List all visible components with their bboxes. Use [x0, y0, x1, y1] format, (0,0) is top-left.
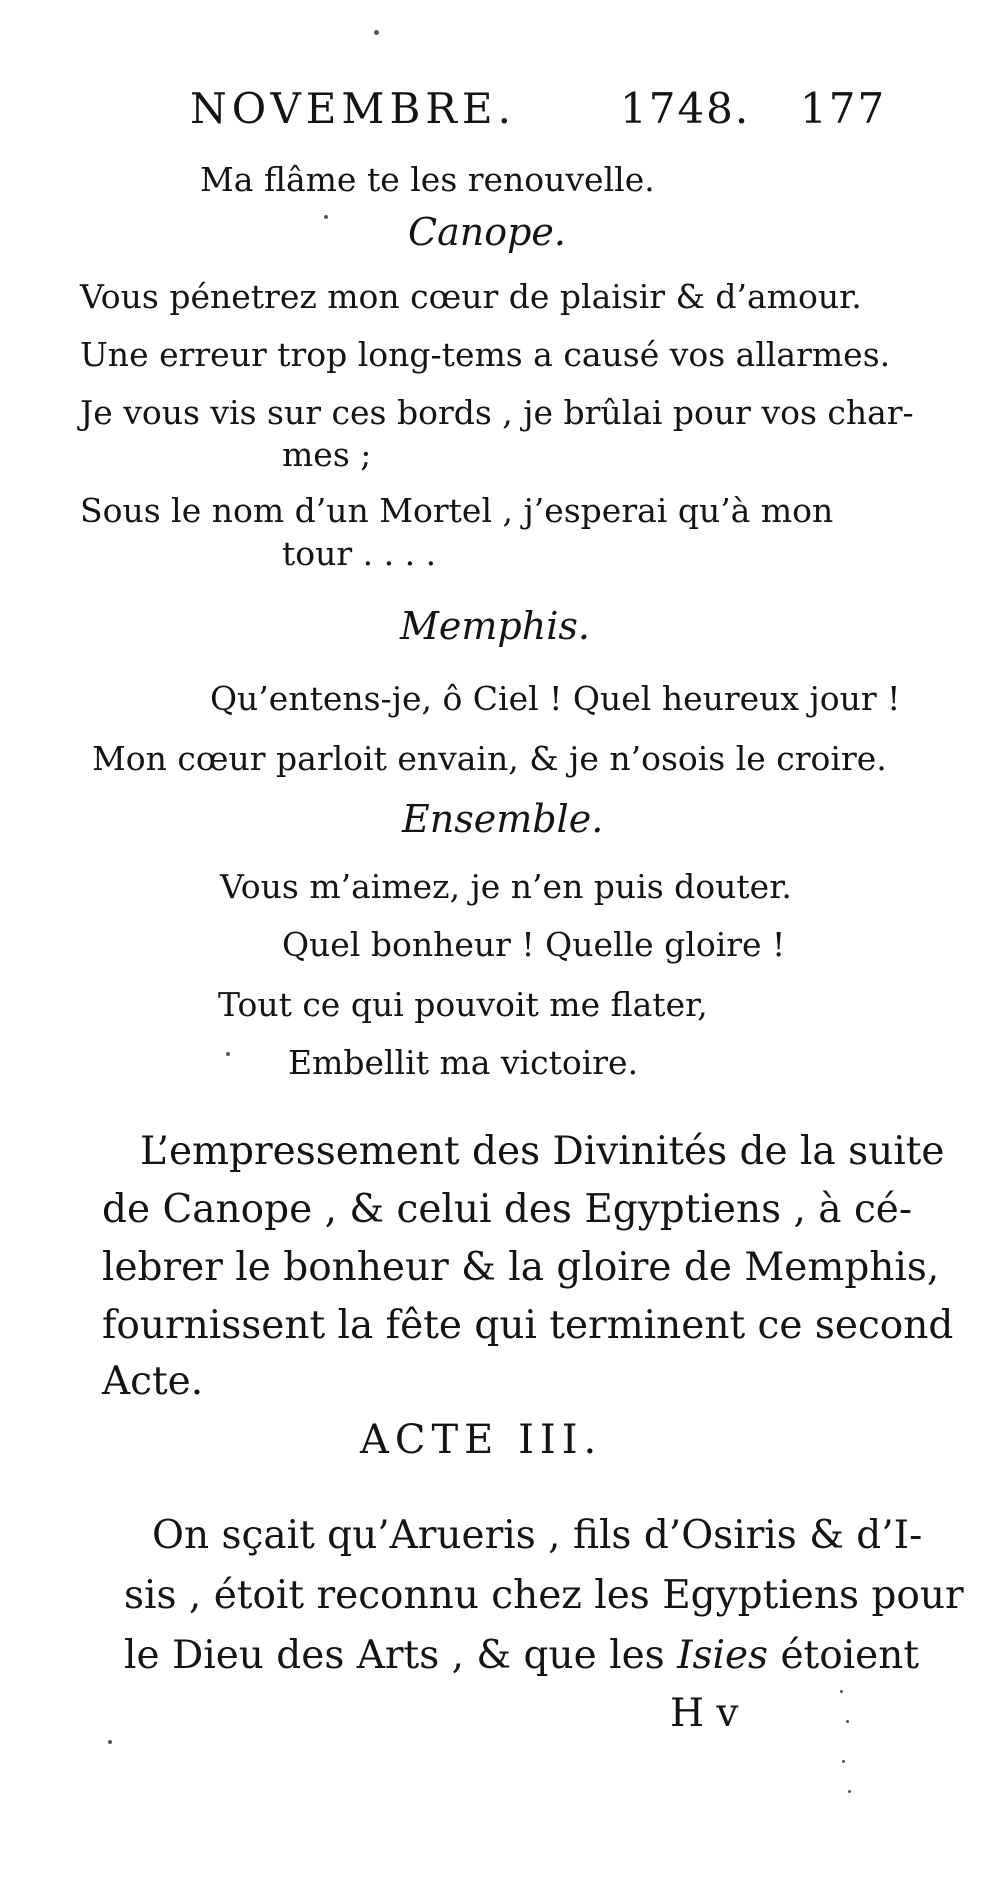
verse-line-continuation: tour . . . . [282, 534, 437, 573]
speaker-name-ensemble: Ensemble. [402, 797, 604, 841]
page-number: 177 [800, 84, 887, 133]
paragraph-line: sis , étoit reconnu chez les Egyptiens pour [124, 1573, 964, 1618]
paragraph-line: Acte. [102, 1359, 204, 1404]
ink-speck [848, 1790, 851, 1793]
verse-line-continuation: mes ; [282, 435, 372, 474]
verse-line: Ma flâme te les renouvelle. [200, 160, 655, 199]
verse-line: Tout ce qui pouvoit me flater, [218, 985, 708, 1024]
ink-speck [840, 1690, 843, 1693]
verse-line: Qu’entens-je, ô Ciel ! Quel heureux jour ! [210, 679, 901, 718]
verse-line: Je vous vis sur ces bords , je brûlai pour vos char- [80, 393, 914, 432]
verse-line: Embellit ma victoire. [288, 1043, 639, 1082]
speaker-name-memphis: Memphis. [400, 604, 590, 648]
verse-line: Une erreur trop long-tems a causé vos allarmes. [80, 335, 891, 374]
verse-line: Vous m’aimez, je n’en puis douter. [220, 867, 792, 906]
verse-line: Quel bonheur ! Quelle gloire ! [282, 925, 786, 964]
ink-speck [842, 1760, 845, 1763]
paragraph-line: de Canope , & celui des Egyptiens , à cé- [102, 1187, 913, 1232]
ink-speck [846, 1720, 849, 1723]
paragraph-line: On sçait qu’Arueris , fils d’Osiris & d’I- [152, 1513, 923, 1558]
paragraph-line: fournissent la fête qui terminent ce second [102, 1303, 954, 1348]
header-year: 1748. [620, 84, 751, 133]
ink-speck [324, 215, 328, 219]
header-month: NOVEMBRE. [190, 84, 516, 133]
verse-line: Sous le nom d’un Mortel , j’esperai qu’à mon [80, 491, 834, 530]
act-heading: ACTE III. [360, 1417, 603, 1463]
paragraph-text-italic: Isies [677, 1633, 769, 1678]
ink-speck [374, 30, 379, 35]
verse-line: Mon cœur parloit envain, & je n’osois le croire. [92, 739, 887, 778]
signature-mark: H v [670, 1691, 739, 1736]
paragraph-text: étoient [768, 1633, 920, 1678]
paragraph-line: L’empressement des Divinités de la suite [140, 1129, 945, 1174]
ink-speck [108, 1740, 112, 1744]
verse-line: Vous pénetrez mon cœur de plaisir & d’amour. [80, 277, 862, 316]
paragraph-line: lebrer le bonheur & la gloire de Memphis, [102, 1245, 940, 1290]
running-header [190, 84, 890, 138]
paragraph-text: le Dieu des Arts , & que les [124, 1633, 678, 1678]
paragraph-line [124, 1633, 920, 1678]
ink-speck [226, 1052, 230, 1056]
speaker-name-canope: Canope. [408, 210, 566, 254]
